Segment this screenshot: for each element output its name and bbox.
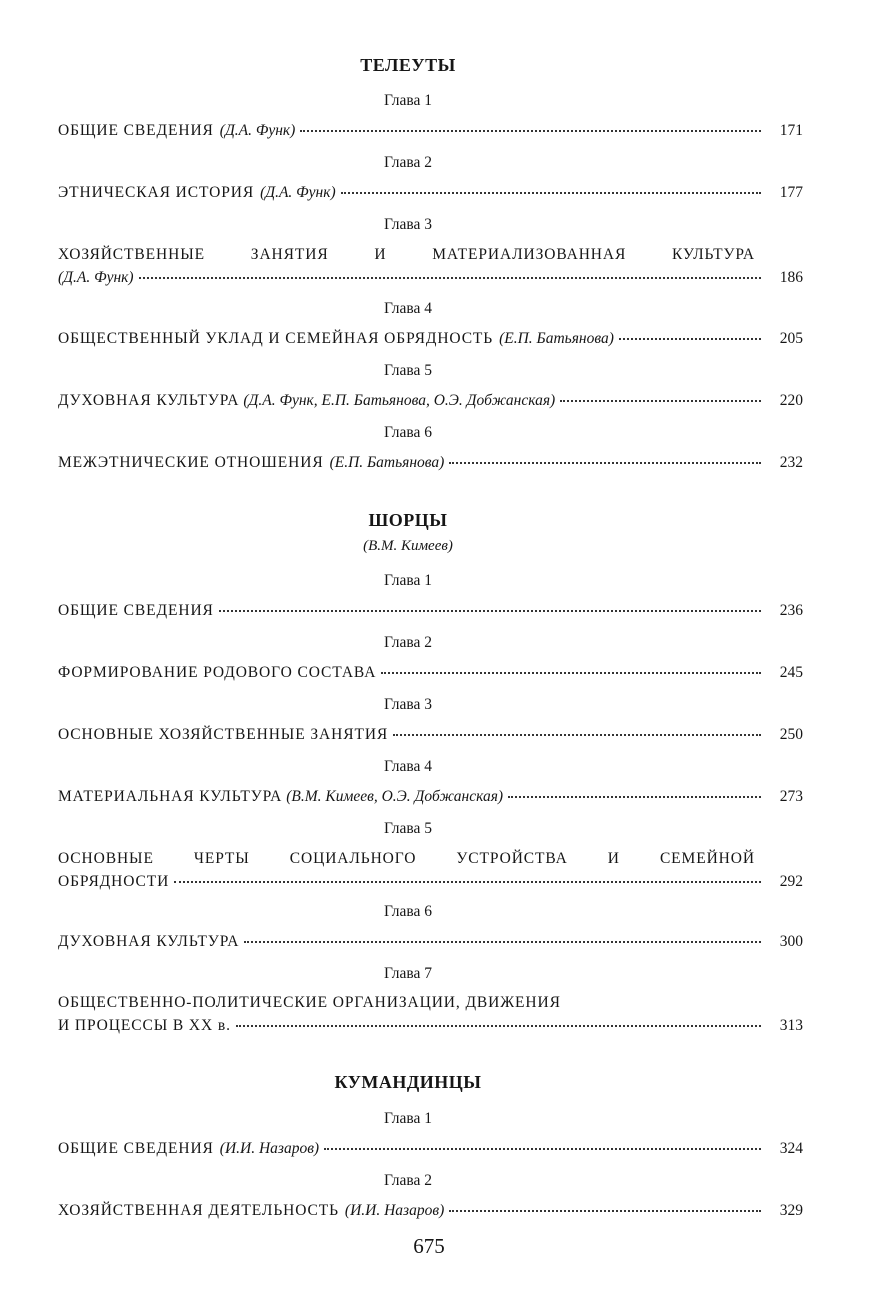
entry-title: МЕЖЭТНИЧЕСКИЕ ОТНОШЕНИЯ	[58, 454, 324, 471]
entry-page: 220	[779, 392, 803, 409]
dot-leader	[393, 733, 761, 736]
toc-entry[interactable]	[58, 119, 803, 142]
entry-title: ОБЩИЕ СВЕДЕНИЯ	[58, 602, 214, 619]
chapter-label: Глава 4	[383, 300, 433, 317]
toc-entry[interactable]	[58, 451, 803, 474]
entry-page: 186	[779, 269, 803, 286]
entry-title: ДУХОВНАЯ КУЛЬТУРА	[58, 392, 240, 409]
dot-leader	[341, 191, 761, 194]
entry-author: (В.М. Кимеев, О.Э. Добжанская)	[286, 788, 504, 805]
toc-entry[interactable]	[58, 1199, 803, 1222]
dot-leader	[449, 461, 761, 464]
title-word: ЗАНЯТИЯ	[250, 246, 329, 263]
entry-title: ОСНОВНЫЕ ХОЗЯЙСТВЕННЫЕ ЗАНЯТИЯ	[58, 726, 389, 743]
chapter-label: Глава 2	[383, 1172, 433, 1189]
entry-title: ОБЩИЕ СВЕДЕНИЯ	[58, 1140, 214, 1157]
toc-entry[interactable]	[58, 723, 803, 746]
title-word: УСТРОЙСТВА	[456, 850, 568, 867]
entry-title: ОБЩЕСТВЕННО-ПОЛИТИЧЕСКИЕ ОРГАНИЗАЦИИ, ДВИЖЕНИЯ	[58, 994, 561, 1011]
dot-leader	[139, 276, 761, 279]
section-title-kumandintsy: КУМАНДИНЦЫ	[334, 1072, 482, 1092]
toc-entry[interactable]	[58, 661, 803, 684]
entry-title: ОБЩЕСТВЕННЫЙ УКЛАД И СЕМЕЙНАЯ ОБРЯДНОСТЬ	[58, 330, 494, 347]
entry-title: МАТЕРИАЛЬНАЯ КУЛЬТУРА	[58, 788, 283, 805]
entry-author: (И.И. Назаров)	[344, 1202, 445, 1219]
entry-author: (Е.П. Батьянова)	[329, 454, 445, 471]
title-word: СОЦИАЛЬНОГО	[289, 850, 417, 867]
dot-leader	[508, 795, 761, 798]
entry-page: 250	[779, 726, 803, 743]
dot-leader	[619, 337, 761, 340]
dot-leader	[300, 129, 761, 132]
chapter-label: Глава 5	[383, 820, 433, 837]
toc-entry[interactable]	[58, 930, 803, 953]
chapter-label: Глава 2	[383, 154, 433, 171]
entry-author: (И.И. Назаров)	[219, 1140, 320, 1157]
entry-title: ЭТНИЧЕСКАЯ ИСТОРИЯ	[58, 184, 255, 201]
entry-page: 273	[779, 788, 803, 805]
entry-author: (Д.А. Функ)	[58, 269, 134, 286]
chapter-label: Глава 3	[383, 216, 433, 233]
title-word: КУЛЬТУРА	[672, 246, 755, 263]
entry-title: ОБЩИЕ СВЕДЕНИЯ	[58, 122, 214, 139]
entry-title: ФОРМИРОВАНИЕ РОДОВОГО СОСТАВА	[58, 664, 377, 681]
dot-leader	[449, 1209, 761, 1212]
toc-entry[interactable]	[58, 847, 803, 893]
chapter-label: Глава 4	[383, 758, 433, 775]
entry-page: 232	[779, 454, 803, 471]
entry-title: ДУХОВНАЯ КУЛЬТУРА	[58, 933, 240, 950]
entry-page: 300	[779, 933, 803, 950]
entry-page: 236	[779, 602, 803, 619]
dot-leader	[219, 609, 761, 612]
entry-page: 171	[779, 122, 803, 139]
entry-page: 324	[779, 1140, 803, 1157]
entry-title-line2: ОБРЯДНОСТИ	[58, 873, 170, 890]
title-word: СЕМЕЙНОЙ	[659, 850, 755, 867]
section-title-teleuty: ТЕЛЕУТЫ	[360, 55, 456, 75]
toc-entry[interactable]	[58, 389, 803, 412]
title-word: ОСНОВНЫЕ	[58, 850, 154, 867]
entry-author: (Д.А. Функ)	[260, 184, 336, 201]
section-title-shortsy: ШОРЦЫ	[368, 510, 448, 530]
dot-leader	[324, 1147, 761, 1150]
chapter-label: Глава 7	[383, 965, 433, 982]
chapter-label: Глава 5	[383, 362, 433, 379]
toc-entry[interactable]	[58, 991, 803, 1037]
dot-leader	[244, 940, 761, 943]
entry-page: 313	[779, 1017, 803, 1034]
chapter-label: Глава 1	[383, 1110, 433, 1127]
entry-page: 245	[779, 664, 803, 681]
chapter-label: Глава 3	[383, 696, 433, 713]
entry-page: 329	[779, 1202, 803, 1219]
title-word: ХОЗЯЙСТВЕННЫЕ	[58, 246, 205, 263]
section-author: (В.М. Кимеев)	[363, 538, 453, 554]
title-word: И	[607, 850, 620, 867]
toc-entry[interactable]	[58, 327, 803, 350]
dot-leader	[381, 671, 761, 674]
entry-author: (Е.П. Батьянова)	[499, 330, 614, 347]
toc-entry[interactable]	[58, 785, 803, 808]
toc-entry[interactable]	[58, 1137, 803, 1160]
toc-entry[interactable]	[58, 599, 803, 622]
dot-leader	[174, 880, 761, 883]
chapter-label: Глава 2	[383, 634, 433, 651]
entry-author: (Д.А. Функ)	[219, 122, 296, 139]
chapter-label: Глава 6	[383, 424, 433, 441]
entry-title	[58, 847, 755, 870]
entry-author: (Д.А. Функ, Е.П. Батьянова, О.Э. Добжанская)	[243, 392, 556, 409]
chapter-label: Глава 1	[383, 92, 433, 109]
entry-page: 292	[779, 873, 803, 890]
title-word: МАТЕРИАЛИЗОВАННАЯ	[432, 246, 627, 263]
title-word: И	[374, 246, 387, 263]
toc-entry[interactable]	[58, 243, 803, 289]
dot-leader	[236, 1024, 761, 1027]
page-number: 675	[413, 1234, 445, 1258]
chapter-label: Глава 1	[383, 572, 433, 589]
dot-leader	[560, 399, 761, 402]
entry-title	[58, 243, 755, 266]
title-word: ЧЕРТЫ	[193, 850, 250, 867]
toc-entry[interactable]	[58, 181, 803, 204]
entry-title-line2: И ПРОЦЕССЫ В XX в.	[58, 1017, 231, 1034]
entry-page: 205	[779, 330, 803, 347]
entry-title: ХОЗЯЙСТВЕННАЯ ДЕЯТЕЛЬНОСТЬ	[58, 1202, 339, 1219]
entry-page: 177	[779, 184, 803, 201]
chapter-label: Глава 6	[383, 903, 433, 920]
